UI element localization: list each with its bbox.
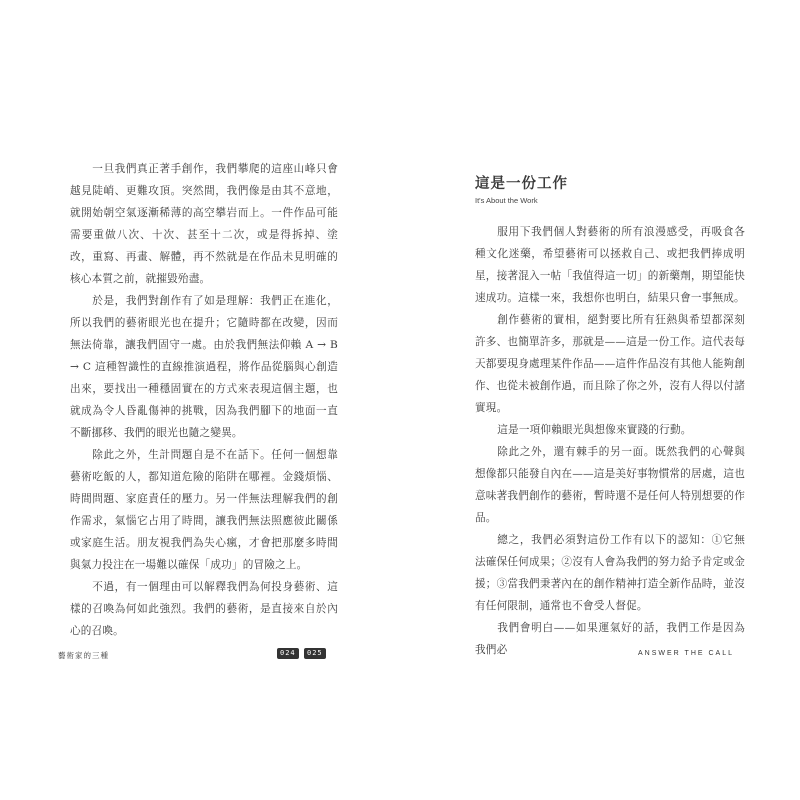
left-page [70,158,338,642]
body-paragraph: 這是一項仰賴眼光與想像來實踐的行動。 [497,424,692,436]
body-paragraph: 服用下我們個人對藝術的所有浪漫感受，再吸食各種文化迷藥，希望藝術可以拯救自己、或把我們捧成明星，接著混入一帖「我值得這一切」的新藥劑，期望能快速成功。這樣一來，我想你也明白，結果只會一事無成。 [475,226,745,304]
body-paragraph: 我們會明白——如果運氣好的話，我們工作是因為我們必 [475,622,745,656]
running-footer-chapter: ANSWER THE CALL [638,650,734,657]
body-paragraph: 總之，我們必須對這份工作有以下的認知：①它無法確保任何成果；②沒有人會為我們的努力給予肯定或金援；③當我們秉著內在的創作精神打造全新作品時，並沒有任何限制，通常也不會受人督促。 [475,534,745,612]
running-footer-book-title: 藝術家的三種 [58,651,109,660]
right-page [475,175,745,661]
page-number-right: 025 [304,648,326,659]
body-paragraph: 創作藝術的實相，絕對要比所有狂熱與希望都深刻許多、也簡單許多，那就是——這是一份工作。這代表每天都要現身處理某件作品——這件作品沒有其他人能夠創作、也從未被創作過，而且除了你之外，沒有人得以付諸實現。 [475,314,745,414]
body-paragraph: 除此之外，生計問題自是不在話下。任何一個想靠藝術吃飯的人，都知道危險的陷阱在哪裡。金錢煩惱、時間問題、家庭責任的壓力。另一伴無法理解我們的創作需求，氣惱它占用了時間，讓我們無法照應彼此關係或家庭生活。朋友視我們為失心瘋，才會把那麼多時間與氣力投注在一場難以確保「成功」的冒險之上。 [70,449,338,571]
body-paragraph: 於是，我們對創作有了如是理解：我們正在進化，所以我們的藝術眼光也在提升；它隨時都在改變，因而無法倚靠，讓我們固守一處。由於我們無法仰賴 A → B → C 這種智識性的直線推演過程，將作品從腦與心創造出來，要找出一種穩固實在的方式來表現這個主題，也就成為令人昏亂傷神的挑戰，因為我們腳下的地面一直不斷挪移、我們的眼光也隨之變異。 [70,295,338,439]
page-number-left: 024 [277,648,299,659]
body-paragraph: 不過，有一個理由可以解釋我們為何投身藝術、這樣的召喚為何如此強烈。我們的藝術，是直接來自於內心的召喚。 [70,581,338,637]
section-subtitle: It's About the Work [475,196,538,205]
body-paragraph: 一旦我們真正著手創作，我們攀爬的這座山峰只會越見陡峭、更難攻頂。突然間，我們像是由其不意地，就開始朝空氣逐漸稀薄的高空攀岩而上。一件作品可能需要重做八次、十次、甚至十二次，或是得拆掉、塗改，重寫、再畫、解體，再不然就是在作品未見明確的核心本質之前，就摧毀殆盡。 [70,163,338,285]
section-title: 這是一份工作 [475,175,568,192]
body-paragraph: 除此之外，還有棘手的另一面。既然我們的心聲與想像都只能發自內在——這是美好事物慣常的居處，這也意味著我們創作的藝術，暫時還不是任何人特別想要的作品。 [475,446,745,524]
